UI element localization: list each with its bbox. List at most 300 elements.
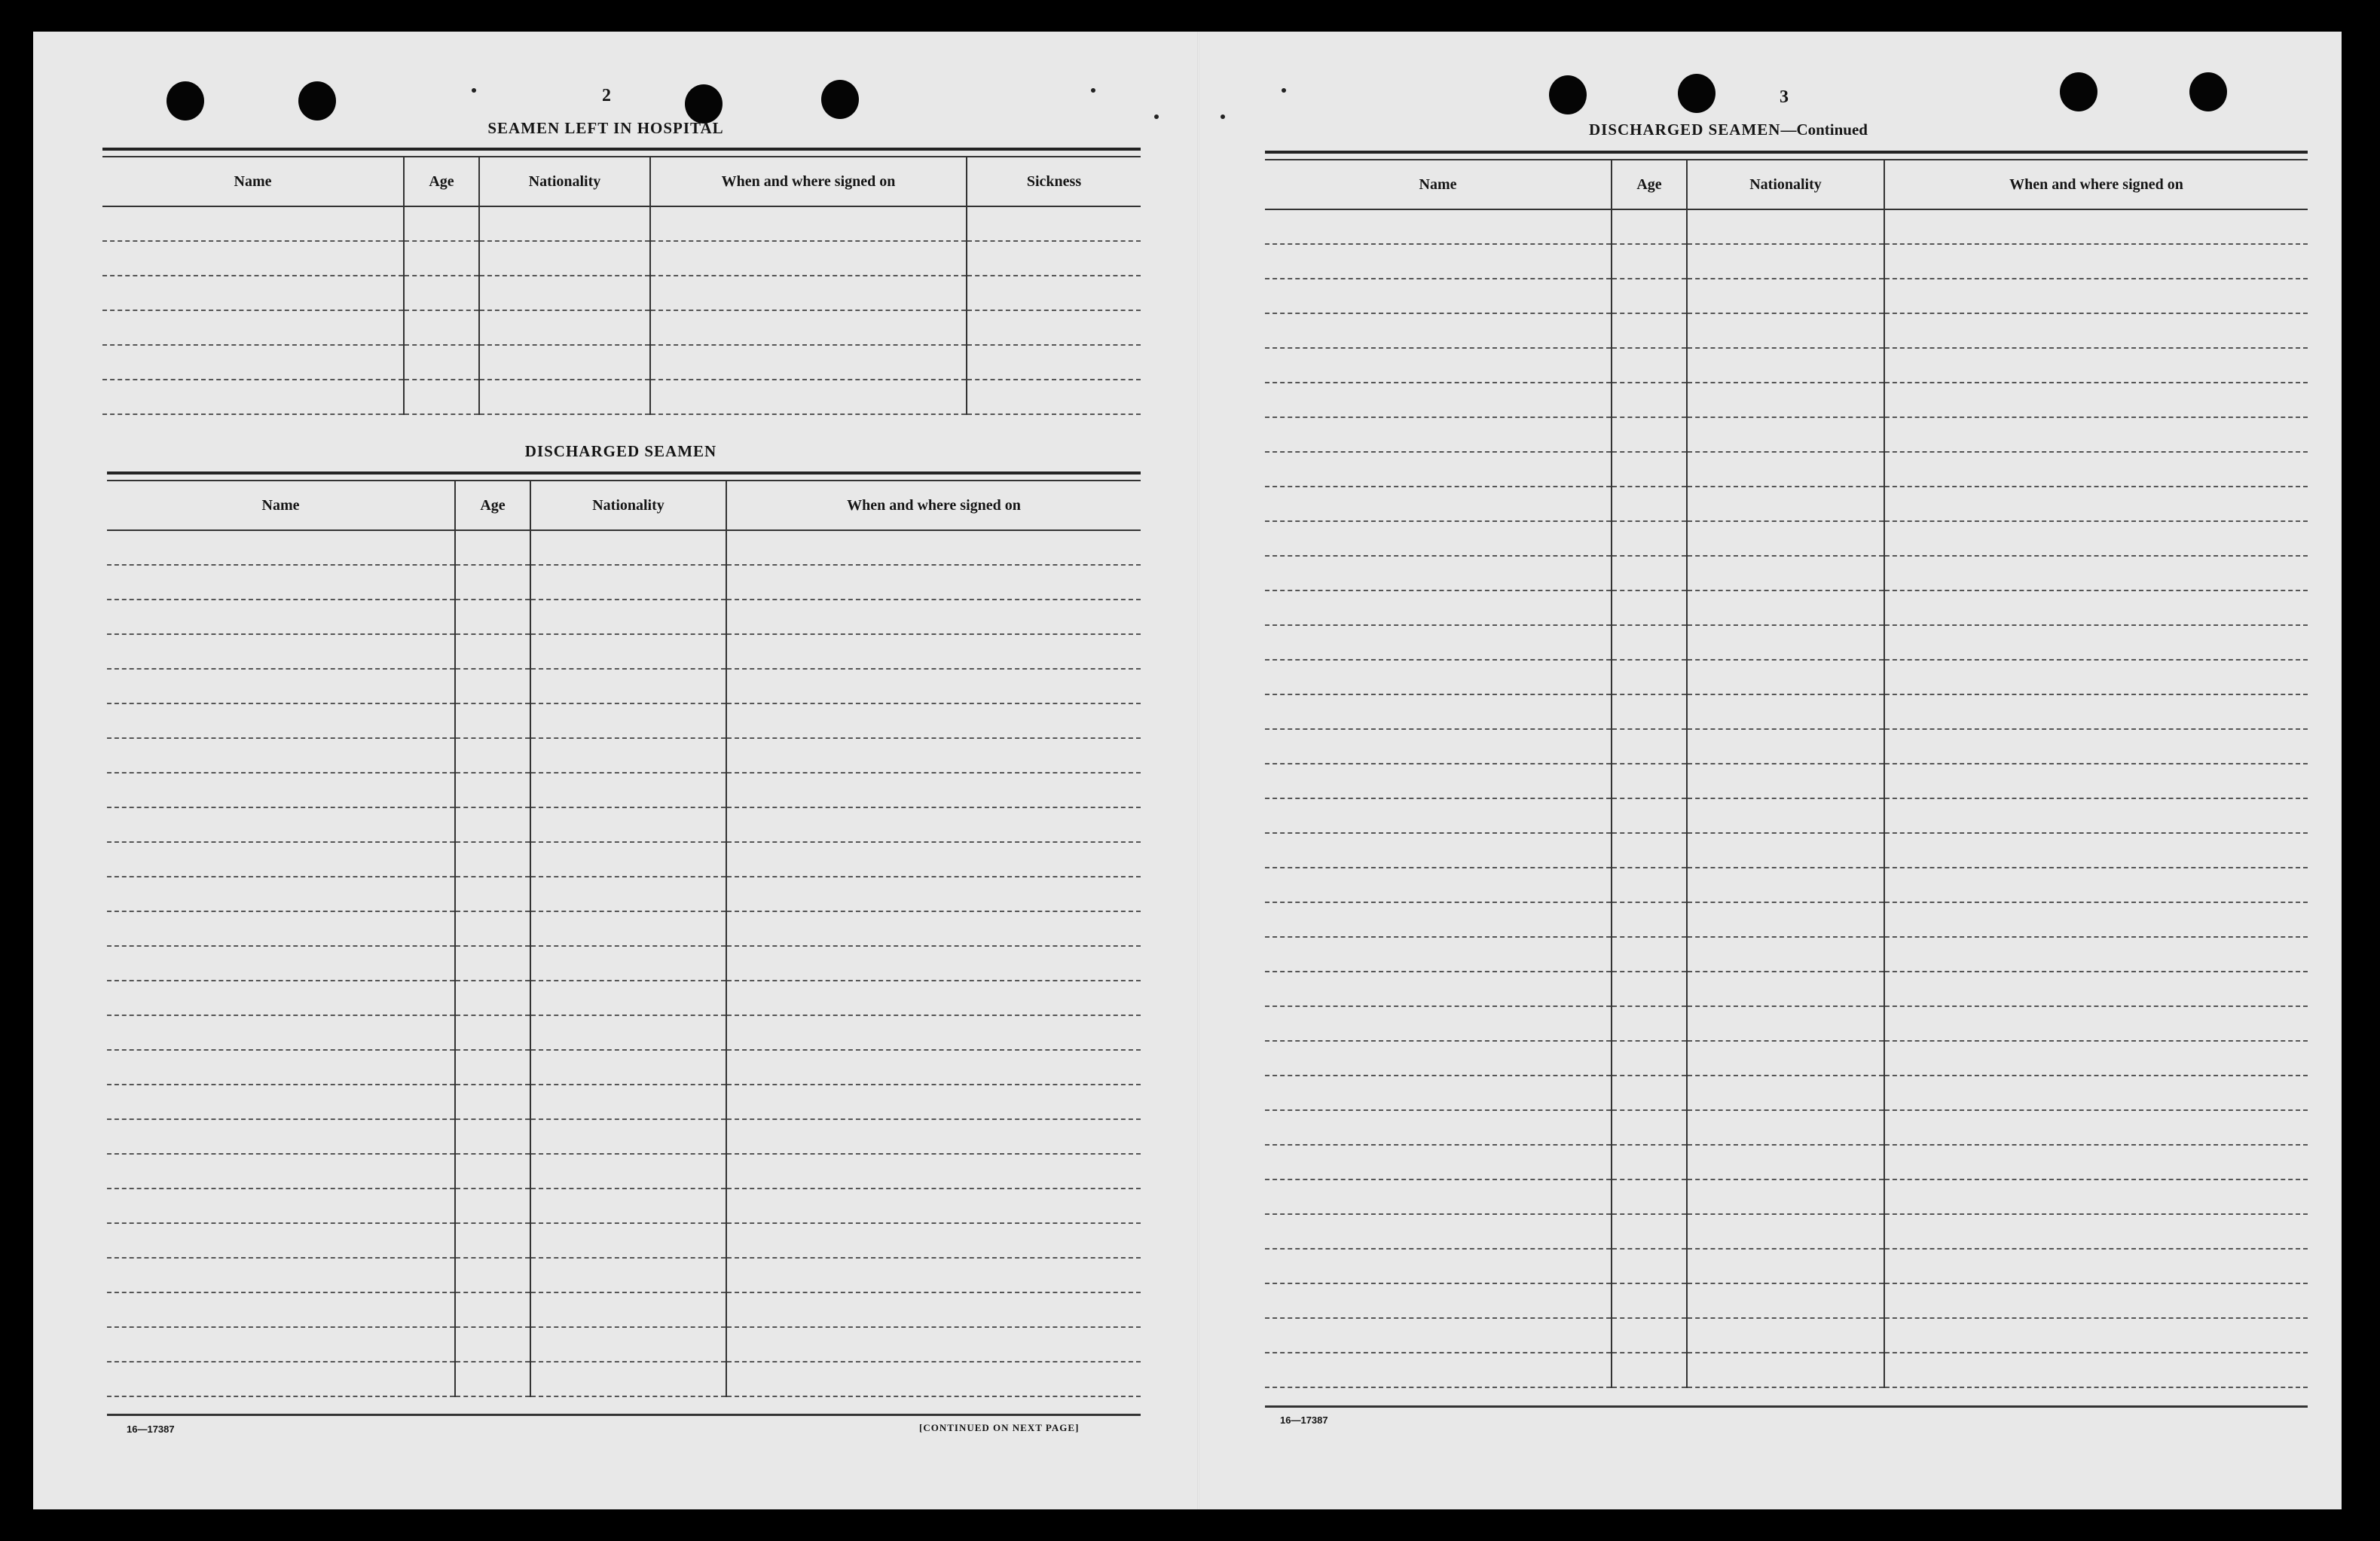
table-cell	[530, 1189, 726, 1223]
table-row	[107, 1189, 1141, 1223]
table-cell	[102, 241, 404, 276]
form-number: 16—17387	[127, 1424, 175, 1435]
table-cell	[404, 241, 479, 276]
table-row	[1265, 452, 2308, 487]
table-cell	[479, 380, 650, 414]
table-row	[1265, 313, 2308, 348]
table-cell	[1687, 1110, 1884, 1145]
bottom-rule	[1265, 1405, 2308, 1408]
table-cell	[1612, 1006, 1687, 1041]
table-cell	[1884, 902, 2308, 937]
table-cell	[102, 310, 404, 345]
column-header-nationality: Nationality	[530, 481, 726, 530]
table-cell	[107, 738, 455, 773]
punch-hole	[685, 84, 723, 124]
table-cell	[1687, 590, 1884, 625]
table-cell	[107, 1327, 455, 1362]
table-cell	[1687, 487, 1884, 521]
section-rule	[107, 471, 1141, 481]
table-cell	[726, 703, 1141, 738]
table-cell	[726, 773, 1141, 807]
table-cell	[1612, 417, 1687, 452]
table-cell	[726, 981, 1141, 1015]
ink-speck	[1154, 114, 1159, 119]
table-cell	[1612, 972, 1687, 1006]
table-cell	[479, 276, 650, 310]
table-cell	[1687, 1006, 1884, 1041]
table-row	[1265, 625, 2308, 660]
table-cell	[455, 1015, 530, 1050]
table-cell	[1884, 1214, 2308, 1249]
table-row	[1265, 660, 2308, 694]
table-cell	[455, 946, 530, 981]
table-row	[1265, 972, 2308, 1006]
table-cell	[1265, 1214, 1612, 1249]
table-cell	[107, 981, 455, 1015]
table-cell	[107, 946, 455, 981]
table-cell	[1612, 729, 1687, 764]
table-row	[1265, 487, 2308, 521]
table-cell	[1687, 383, 1884, 417]
table-cell	[455, 1050, 530, 1085]
table-cell	[1265, 833, 1612, 868]
table-cell	[1687, 798, 1884, 833]
table-cell	[1265, 937, 1612, 972]
ink-speck	[1282, 88, 1286, 93]
table-cell	[455, 1362, 530, 1396]
table-cell	[107, 877, 455, 911]
column-header-name: Name	[107, 481, 455, 530]
table-cell	[107, 1050, 455, 1085]
table-row	[1265, 348, 2308, 383]
table-cell	[1612, 313, 1687, 348]
column-header-nationality: Nationality	[479, 157, 650, 206]
table-row	[102, 345, 1141, 380]
column-header-age: Age	[1612, 160, 1687, 209]
table-cell	[726, 1292, 1141, 1327]
table-cell	[1265, 1179, 1612, 1214]
table-row	[1265, 1179, 2308, 1214]
table-cell	[530, 1223, 726, 1258]
table-cell	[1265, 487, 1612, 521]
table-cell	[1265, 348, 1612, 383]
table-cell	[1884, 348, 2308, 383]
table-row	[1265, 868, 2308, 902]
table-row	[1265, 521, 2308, 556]
table-cell	[107, 911, 455, 946]
table-cell	[1265, 902, 1612, 937]
table-row	[107, 565, 1141, 600]
table-row	[107, 600, 1141, 634]
table-row	[107, 1292, 1141, 1327]
table-row	[107, 669, 1141, 703]
table-cell	[530, 738, 726, 773]
table-row	[107, 773, 1141, 807]
table-cell	[1687, 209, 1884, 244]
table-row	[1265, 209, 2308, 244]
table-cell	[1265, 556, 1612, 590]
table-cell	[107, 1119, 455, 1154]
table-row	[107, 1015, 1141, 1050]
table-cell	[1265, 1283, 1612, 1318]
continued-suffix: —Continued	[1780, 121, 1868, 139]
table-cell	[1265, 279, 1612, 313]
table-cell	[650, 206, 967, 241]
table-cell	[726, 1189, 1141, 1223]
table-cell	[1612, 937, 1687, 972]
table-cell	[1687, 452, 1884, 487]
table-cell	[107, 669, 455, 703]
table-cell	[1612, 487, 1687, 521]
continued-note: [CONTINUED ON NEXT PAGE]	[919, 1422, 1080, 1433]
table-row	[102, 206, 1141, 241]
table-cell	[1884, 279, 2308, 313]
table-cell	[404, 380, 479, 414]
table-cell	[455, 1085, 530, 1119]
table-cell	[1687, 729, 1884, 764]
table-cell	[1265, 764, 1612, 798]
table-row	[107, 530, 1141, 565]
table-cell	[1687, 625, 1884, 660]
table-cell	[455, 600, 530, 634]
table-cell	[1612, 1179, 1687, 1214]
table-cell	[1612, 1283, 1687, 1318]
table-cell	[1884, 1041, 2308, 1076]
table-cell	[726, 911, 1141, 946]
table-cell	[530, 946, 726, 981]
table-cell	[1884, 1006, 2308, 1041]
punch-hole	[1678, 74, 1715, 113]
table-row	[1265, 417, 2308, 452]
table-cell	[455, 703, 530, 738]
table-cell	[726, 946, 1141, 981]
table-cell	[455, 773, 530, 807]
table-cell	[107, 1223, 455, 1258]
table-cell	[1884, 868, 2308, 902]
column-header-age: Age	[404, 157, 479, 206]
table-cell	[1265, 1353, 1612, 1387]
table-cell	[530, 1292, 726, 1327]
table-cell	[1687, 972, 1884, 1006]
table-cell	[530, 530, 726, 565]
table-cell	[404, 206, 479, 241]
table-cell	[1884, 487, 2308, 521]
table-cell	[1687, 244, 1884, 279]
table-cell	[726, 669, 1141, 703]
table-cell	[479, 310, 650, 345]
table-cell	[1687, 1076, 1884, 1110]
table-cell	[1265, 209, 1612, 244]
table-cell	[967, 310, 1141, 345]
hospital-table	[102, 157, 1141, 415]
table-cell	[1884, 590, 2308, 625]
table-cell	[1612, 383, 1687, 417]
table-cell	[455, 634, 530, 669]
table-cell	[1265, 694, 1612, 729]
table-cell	[455, 565, 530, 600]
table-row	[107, 981, 1141, 1015]
punch-hole	[298, 81, 336, 121]
table-cell	[107, 1015, 455, 1050]
table-cell	[726, 1154, 1141, 1189]
ink-speck	[1221, 114, 1225, 119]
table-cell	[107, 773, 455, 807]
table-cell	[1687, 1179, 1884, 1214]
table-cell	[455, 1154, 530, 1189]
table-cell	[1687, 764, 1884, 798]
table-cell	[530, 634, 726, 669]
column-header-age: Age	[455, 481, 530, 530]
table-cell	[1884, 833, 2308, 868]
table-cell	[1265, 313, 1612, 348]
punch-hole	[821, 80, 859, 119]
table-cell	[530, 842, 726, 877]
table-cell	[107, 842, 455, 877]
table-cell	[1884, 521, 2308, 556]
table-cell	[102, 345, 404, 380]
table-cell	[455, 530, 530, 565]
table-row	[102, 380, 1141, 414]
table-cell	[1612, 694, 1687, 729]
table-cell	[1884, 1283, 2308, 1318]
table-cell	[726, 1119, 1141, 1154]
table-cell	[1612, 798, 1687, 833]
table-cell	[1612, 556, 1687, 590]
table-cell	[530, 1015, 726, 1050]
table-cell	[1265, 729, 1612, 764]
table-cell	[1612, 1076, 1687, 1110]
table-cell	[1612, 279, 1687, 313]
table-cell	[1884, 209, 2308, 244]
punch-hole	[167, 81, 204, 121]
table-row	[1265, 729, 2308, 764]
table-cell	[530, 600, 726, 634]
table-cell	[726, 600, 1141, 634]
table-cell	[1265, 1318, 1612, 1353]
table-cell	[1612, 348, 1687, 383]
table-cell	[1612, 1041, 1687, 1076]
table-cell	[455, 669, 530, 703]
table-row	[102, 310, 1141, 345]
table-cell	[1265, 1110, 1612, 1145]
punch-hole	[2189, 72, 2227, 111]
table-cell	[1884, 764, 2308, 798]
discharged-continued-title-main: DISCHARGED SEAMEN	[1589, 121, 1781, 139]
table-cell	[455, 1258, 530, 1292]
table-cell	[1612, 1318, 1687, 1353]
table-cell	[1265, 660, 1612, 694]
table-row	[1265, 383, 2308, 417]
table-cell	[404, 276, 479, 310]
table-cell	[455, 1223, 530, 1258]
table-cell	[1612, 209, 1687, 244]
table-cell	[1265, 383, 1612, 417]
table-cell	[530, 1362, 726, 1396]
table-cell	[726, 842, 1141, 877]
table-cell	[107, 530, 455, 565]
table-cell	[1612, 590, 1687, 625]
table-cell	[107, 1154, 455, 1189]
column-header-name: Name	[102, 157, 404, 206]
table-cell	[1612, 868, 1687, 902]
table-row	[107, 703, 1141, 738]
table-cell	[1265, 244, 1612, 279]
table-cell	[1612, 833, 1687, 868]
table-cell	[102, 206, 404, 241]
table-row	[1265, 1076, 2308, 1110]
table-row	[107, 1085, 1141, 1119]
table-cell	[455, 1327, 530, 1362]
table-row	[107, 1258, 1141, 1292]
table-cell	[455, 1189, 530, 1223]
table-cell	[726, 877, 1141, 911]
table-cell	[1884, 660, 2308, 694]
table-cell	[1884, 1110, 2308, 1145]
table-cell	[107, 600, 455, 634]
table-cell	[1884, 452, 2308, 487]
table-cell	[530, 703, 726, 738]
hospital-section-title: SEAMEN LEFT IN HOSPITAL	[487, 119, 724, 137]
table-cell	[455, 877, 530, 911]
table-cell	[650, 345, 967, 380]
table-cell	[1612, 660, 1687, 694]
table-cell	[479, 206, 650, 241]
bottom-rule	[107, 1414, 1141, 1416]
table-cell	[1884, 383, 2308, 417]
table-row	[1265, 279, 2308, 313]
table-cell	[1265, 417, 1612, 452]
table-cell	[1612, 625, 1687, 660]
discharged-table	[107, 481, 1141, 1397]
table-cell	[1265, 521, 1612, 556]
table-row	[107, 946, 1141, 981]
table-cell	[530, 773, 726, 807]
page-number: 2	[602, 86, 611, 105]
table-row	[107, 1154, 1141, 1189]
table-cell	[530, 1258, 726, 1292]
table-cell	[1265, 625, 1612, 660]
table-cell	[1884, 1249, 2308, 1283]
form-number: 16—17387	[1280, 1414, 1328, 1426]
table-cell	[726, 1327, 1141, 1362]
table-row	[1265, 1249, 2308, 1283]
table-row	[1265, 1214, 2308, 1249]
table-row	[102, 241, 1141, 276]
table-cell	[1687, 1214, 1884, 1249]
table-cell	[1687, 313, 1884, 348]
table-cell	[726, 807, 1141, 842]
table-cell	[1687, 348, 1884, 383]
table-cell	[1612, 452, 1687, 487]
table-cell	[726, 634, 1141, 669]
table-cell	[1265, 1041, 1612, 1076]
table-row	[1265, 937, 2308, 972]
table-row	[1265, 833, 2308, 868]
table-cell	[1884, 556, 2308, 590]
discharged-continued-title	[1540, 121, 1917, 139]
table-row	[1265, 694, 2308, 729]
table-cell	[967, 206, 1141, 241]
table-cell	[726, 1015, 1141, 1050]
table-cell	[1687, 902, 1884, 937]
table-cell	[455, 807, 530, 842]
table-cell	[967, 380, 1141, 414]
table-cell	[1687, 1145, 1884, 1179]
table-cell	[107, 565, 455, 600]
table-cell	[404, 310, 479, 345]
ink-speck	[472, 88, 476, 93]
ledger-sheet	[33, 32, 2342, 1509]
table-row	[107, 877, 1141, 911]
table-cell	[1687, 556, 1884, 590]
table-row	[102, 276, 1141, 310]
table-row	[1265, 590, 2308, 625]
page-number: 3	[1780, 87, 1789, 107]
table-row	[107, 842, 1141, 877]
table-cell	[1265, 1145, 1612, 1179]
table-cell	[726, 738, 1141, 773]
table-cell	[726, 1223, 1141, 1258]
table-cell	[1265, 1249, 1612, 1283]
table-cell	[1265, 868, 1612, 902]
table-cell	[1884, 798, 2308, 833]
table-row	[1265, 1318, 2308, 1353]
ink-speck	[1091, 88, 1095, 93]
table-row	[107, 1050, 1141, 1085]
table-cell	[726, 530, 1141, 565]
table-cell	[1265, 972, 1612, 1006]
table-cell	[1884, 244, 2308, 279]
table-cell	[1612, 764, 1687, 798]
table-cell	[650, 241, 967, 276]
table-row	[107, 1119, 1141, 1154]
table-cell	[1687, 833, 1884, 868]
discharged-continued-table	[1265, 160, 2308, 1388]
table-cell	[1612, 902, 1687, 937]
table-row	[1265, 556, 2308, 590]
table-row	[1265, 1041, 2308, 1076]
table-cell	[1687, 1283, 1884, 1318]
table-cell	[1687, 868, 1884, 902]
table-row	[107, 807, 1141, 842]
table-cell	[530, 1119, 726, 1154]
table-cell	[479, 345, 650, 380]
column-header-signed-on: When and where signed on	[726, 481, 1141, 530]
table-row	[1265, 1145, 2308, 1179]
table-row	[1265, 244, 2308, 279]
table-row	[1265, 1283, 2308, 1318]
table-cell	[650, 276, 967, 310]
punch-hole	[2060, 72, 2097, 111]
table-row	[107, 911, 1141, 946]
table-cell	[1884, 1076, 2308, 1110]
table-cell	[1884, 1318, 2308, 1353]
table-cell	[1884, 417, 2308, 452]
table-cell	[107, 1085, 455, 1119]
table-cell	[1687, 417, 1884, 452]
table-cell	[1687, 1249, 1884, 1283]
table-cell	[967, 276, 1141, 310]
table-row	[1265, 1110, 2308, 1145]
table-cell	[1612, 521, 1687, 556]
table-cell	[726, 1362, 1141, 1396]
table-cell	[1687, 937, 1884, 972]
table-cell	[1884, 937, 2308, 972]
table-cell	[1687, 660, 1884, 694]
table-cell	[455, 842, 530, 877]
table-cell	[530, 1154, 726, 1189]
table-cell	[1687, 694, 1884, 729]
